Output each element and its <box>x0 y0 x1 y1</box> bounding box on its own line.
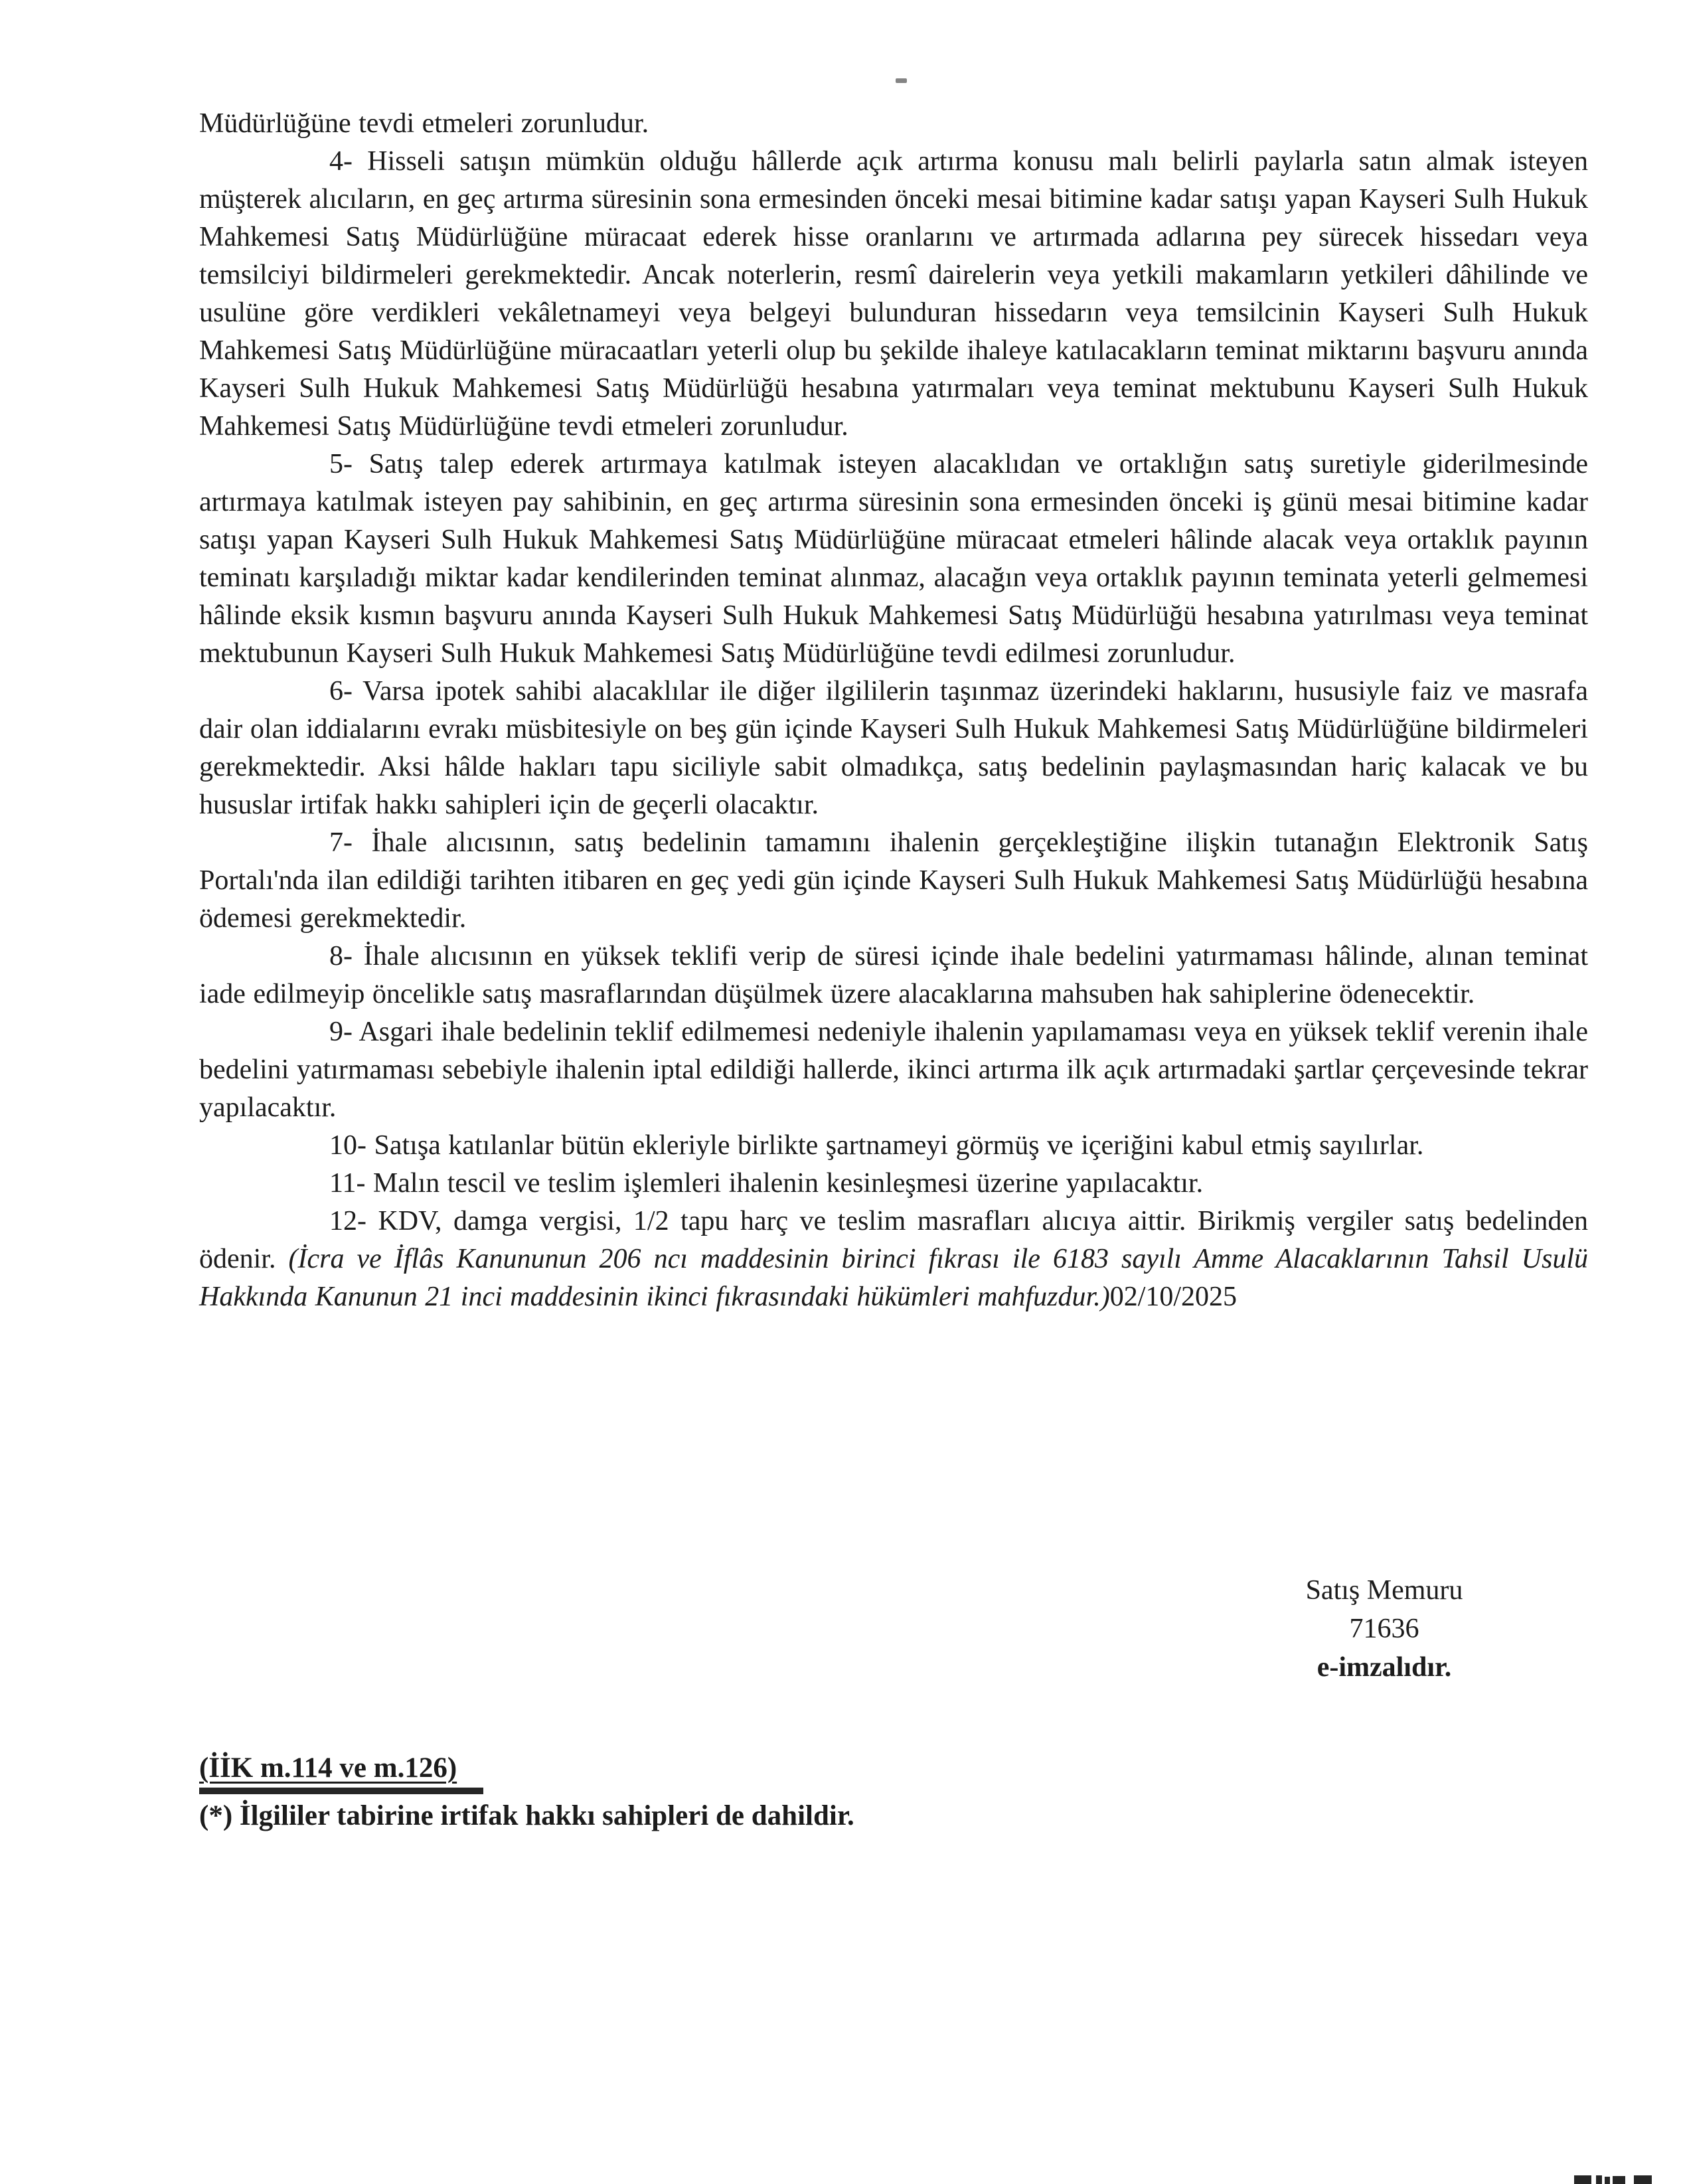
footer <box>199 1750 854 1834</box>
signature-esignature-note: e-imzalıdır. <box>1317 1652 1452 1683</box>
footer-heavy-rule <box>199 1788 483 1794</box>
paragraph-12-date: 02/10/2025 <box>1109 1282 1238 1312</box>
paragraph-7: 7- İhale alıcısının, satış bedelinin tamamını ihalenin gerçekleştiğine ilişkin tutanağın Elektronik Satış Portalı'nda ilan edildiği tarihten itibaren en geç yedi gün içinde Kayseri Sulh Hukuk Mahkemesi Satış Müdürlüğü hesabına ödemesi gerekmektedir. <box>199 827 1588 934</box>
signature-title: Satış Memuru <box>1305 1575 1463 1606</box>
document-body <box>199 105 1588 1316</box>
paragraph-9: 9- Asgari ihale bedelinin teklif edilmemesi nedeniyle ihalenin yapılamaması veya en yüksek teklif verenin ihale bedelini yatırmaması sebebiyle ihalenin iptal edildiği hallerde, ikinci artırma ilk açık artırmadaki şartlar çerçevesinde tekrar yapılacaktır. <box>199 1017 1588 1123</box>
signature-registry-number: 71636 <box>1349 1614 1419 1644</box>
footer-note: (*) İlgililer tabirine irtifak hakkı sahipleri de dahildir. <box>199 1800 854 1831</box>
signature-block <box>1218 1571 1550 1687</box>
continuation-line: Müdürlüğüne tevdi etmeleri zorunludur. <box>199 108 649 139</box>
qr-fragment-mark <box>1596 2175 1602 2184</box>
paragraph-10: 10- Satışa katılanlar bütün ekleriyle birlikte şartnameyi görmüş ve içeriğini kabul etmiş sayılırlar. <box>329 1130 1424 1161</box>
paragraph-8: 8- İhale alıcısının en yüksek teklifi verip de süresi içinde ihale bedelini yatırmaması hâlinde, alınan teminat iade edilmeyip öncelikle satış masraflarından düşülmek üzere alacaklarına mahsuben hak sahiplerine ödenecektir. <box>199 941 1588 1009</box>
paragraph-12 <box>199 1203 1588 1316</box>
paragraph-12-legal-reservation: (İcra ve İflâs Kanununun 206 ncı maddesinin birinci fıkrası ile 6183 sayılı Amme Alacaklarının Tahsil Usulü Hakkında Kanunun 21 inci maddesinin ikinci fıkrasındaki hükümleri mahfuzdur.) <box>199 1244 1589 1312</box>
footer-law-reference: (İİK m.114 ve m.126) <box>199 1752 457 1784</box>
paragraph-6: 6- Varsa ipotek sahibi alacaklılar ile diğer ilgililerin taşınmaz üzerindeki haklarını, hususiyle faiz ve masrafa dair olan iddialarını evrakı müsbitesiyle on beş gün içinde Kayseri Sulh Hukuk Mahkemesi Satış Müdürlüğüne bildirmeleri gerekmektedir. Aksi hâlde hakları tapu siciliyle sabit olmadıkça, satış bedelinin paylaşmasından hariç kalacak ve bu hususlar irtifak hakkı sahipleri için de geçerli olacaktır. <box>199 676 1588 820</box>
paragraph-4: 4- Hisseli satışın mümkün olduğu hâllerde açık artırma konusu malı belirli paylarla satın almak isteyen müşterek alıcıların, en geç artırma süresinin sona ermesinden önceki mesai bitimine kadar satışı yapan Kayseri Sulh Hukuk Mahkemesi Satış Müdürlüğüne müracaat ederek hisse oranlarını ve artırmada adlarına pey sürecek hissedarı veya temsilciyi bildirmeleri gerekmektedir. Ancak noterlerin, resmî dairelerin veya yetkili makamların yetkileri dâhilinde ve usulüne göre verdikleri vekâletnameyi veya belgeyi bulunduran hissedarın veya temsilcinin Kayseri Sulh Hukuk Mahkemesi Satış Müdürlüğüne müracaatları yeterli olup bu şekilde ihaleye katılacakların teminat miktarını başvuru anında Kayseri Sulh Hukuk Mahkemesi Satış Müdürlüğü hesabına yatırmaları veya teminat mektubunu Kayseri Sulh Hukuk Mahkemesi Satış Müdürlüğüne tevdi etmeleri zorunludur. <box>199 146 1588 442</box>
qr-fragment-mark <box>1634 2175 1652 2184</box>
qr-fragment-mark <box>1613 2176 1625 2184</box>
paragraph-5: 5- Satış talep ederek artırmaya katılmak isteyen alacaklıdan ve ortaklığın satış suretiyle giderilmesinde artırmaya katılmak isteyen pay sahibinin, en geç artırma süresinin sona ermesinden önceki iş günü mesai bitimine kadar satışı yapan Kayseri Sulh Hukuk Mahkemesi Satış Müdürlüğüne müracaat etmeleri hâlinde alacak veya ortaklık payının teminatı karşıladığı miktar kadar kendilerinden teminat alınmaz, alacağın veya ortaklık payının teminata yeterli gelmemesi hâlinde eksik kısmın başvuru anında Kayseri Sulh Hukuk Mahkemesi Satış Müdürlüğü hesabına yatırılması veya teminat mektubunun Kayseri Sulh Hukuk Mahkemesi Satış Müdürlüğüne tevdi edilmesi zorunludur. <box>199 449 1588 669</box>
paragraph-11: 11- Malın tescil ve teslim işlemleri ihalenin kesinleşmesi üzerine yapılacaktır. <box>329 1168 1204 1199</box>
paragraph-12-lead: 12- KDV, damga vergisi, 1/2 tapu harç ve teslim masrafları alıcıya aittir. Birikmiş vergiler satış bedelinden ödenir. <box>199 1206 1588 1274</box>
scan-smudge-artifact <box>896 78 907 83</box>
qr-fragment-mark <box>1605 2177 1610 2184</box>
qr-fragment-mark <box>1574 2175 1591 2184</box>
qr-code-fragment <box>1574 2175 1654 2184</box>
